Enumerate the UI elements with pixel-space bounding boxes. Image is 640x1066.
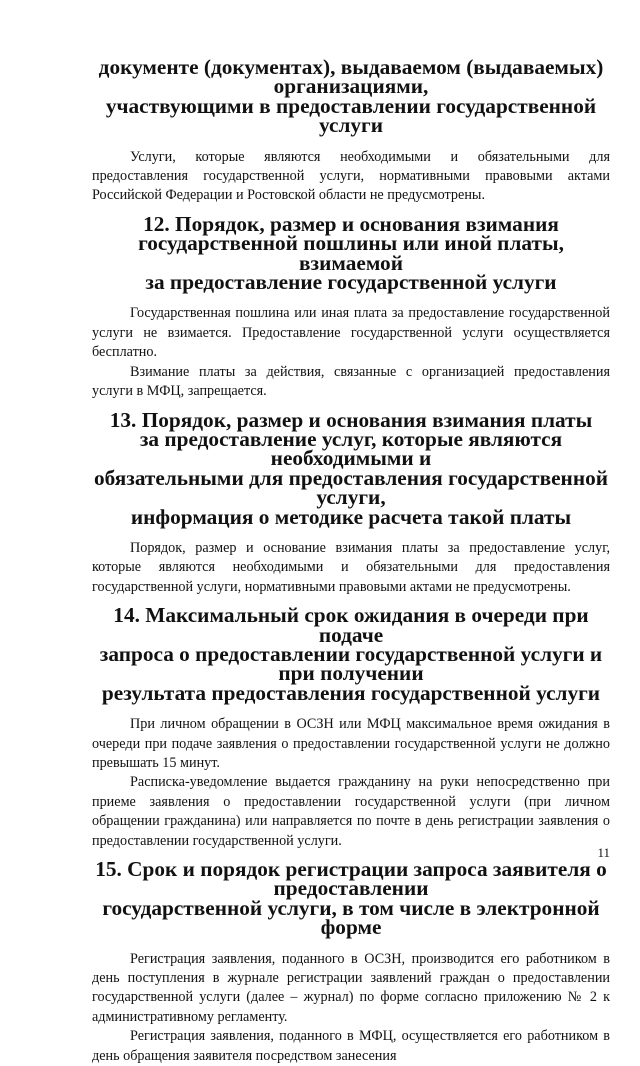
heading-line: государственной услуги, в том числе в электронной форме (102, 895, 600, 940)
intro-paragraph: Услуги, которые являются необходимыми и обязательными для предоставления государственной услуги, нормативными правовыми актами Российской Федерации и Ростовской области не предусмотрены. (92, 148, 610, 204)
section-13-heading (92, 407, 610, 529)
section-15 (92, 857, 610, 1066)
section-14-heading (92, 603, 610, 705)
heading-line: результата предоставления государственной услуги (101, 680, 601, 705)
heading-line: 12. Порядок, размер и основания взимания (143, 211, 559, 236)
heading-line: 15. Срок и порядок регистрации запроса заявителя о предоставлении (95, 857, 607, 901)
section-12 (92, 211, 610, 402)
heading-line: 13. Порядок, размер и основания взимания платы (109, 407, 593, 432)
heading-line: государственной пошлины или иной платы, взимаемой (138, 231, 564, 275)
heading-line: 14. Максимальный срок ожидания в очереди при подаче (113, 603, 589, 647)
section-14-paragraph: При личном обращении в ОСЗН или МФЦ максимальное время ожидания в очереди при подаче заявления о предоставлении государственной услуги не должно превышать 15 минут. (92, 716, 610, 771)
section-13-paragraph: Порядок, размер и основание взимания платы за предоставление услуг, которые являются необходимыми и обязательными для предоставления государственной услуги, нормативными правовыми актами не предусмотрены. (92, 539, 610, 595)
heading-line: за предоставление услуг, которые являются необходимыми и (139, 426, 563, 471)
heading-line: обязательными для предоставления государственной услуги, (93, 465, 609, 510)
section-12-paragraph: Взимание платы за действия, связанные с организацией предоставления услуги в МФЦ, запрещается. (92, 363, 610, 400)
heading-line: запроса о предоставлении государственной услуги и при получении (99, 641, 603, 686)
section-15-paragraph: Регистрация заявления, поданного в ОСЗН, производится его работником в день поступления в журнале регистрации заявлений граждан о предоставлении государственной услуги (далее – журнал) по форме согласно приложению № 2 к административному регламенту. (92, 950, 610, 1025)
heading-line: информация о методике расчета такой платы (130, 504, 572, 529)
page-number: 11 (597, 845, 610, 860)
intro-heading (92, 55, 610, 138)
section-15-heading (92, 857, 610, 940)
heading-line: за предоставление государственной услуги (145, 270, 557, 295)
heading-line: участвующими в предоставлении государственной услуги (105, 93, 597, 138)
section-14 (92, 603, 610, 851)
section-12-heading (92, 211, 610, 295)
section-13 (92, 407, 610, 598)
heading-line: документе (документах), выдаваемом (выдаваемых) организациями, (98, 55, 604, 99)
page-content (92, 55, 610, 1066)
section-14-paragraph: Расписка-уведомление выдается гражданину на руки непосредственно при приеме заявления о предоставлении государственной услуги (при личном обращении гражданина) или направляется по почте в день регистрации заявления о предоставлении государственной услуги. (92, 774, 610, 849)
section-15-paragraph: Регистрация заявления, поданного в МФЦ, осуществляется его работником в день обращения заявителя посредством занесения (92, 1028, 610, 1064)
section-12-paragraph: Государственная пошлина или иная плата за предоставление государственной услуги не взимается. Предоставление государственной услуги осуществляется бесплатно. (92, 305, 610, 361)
